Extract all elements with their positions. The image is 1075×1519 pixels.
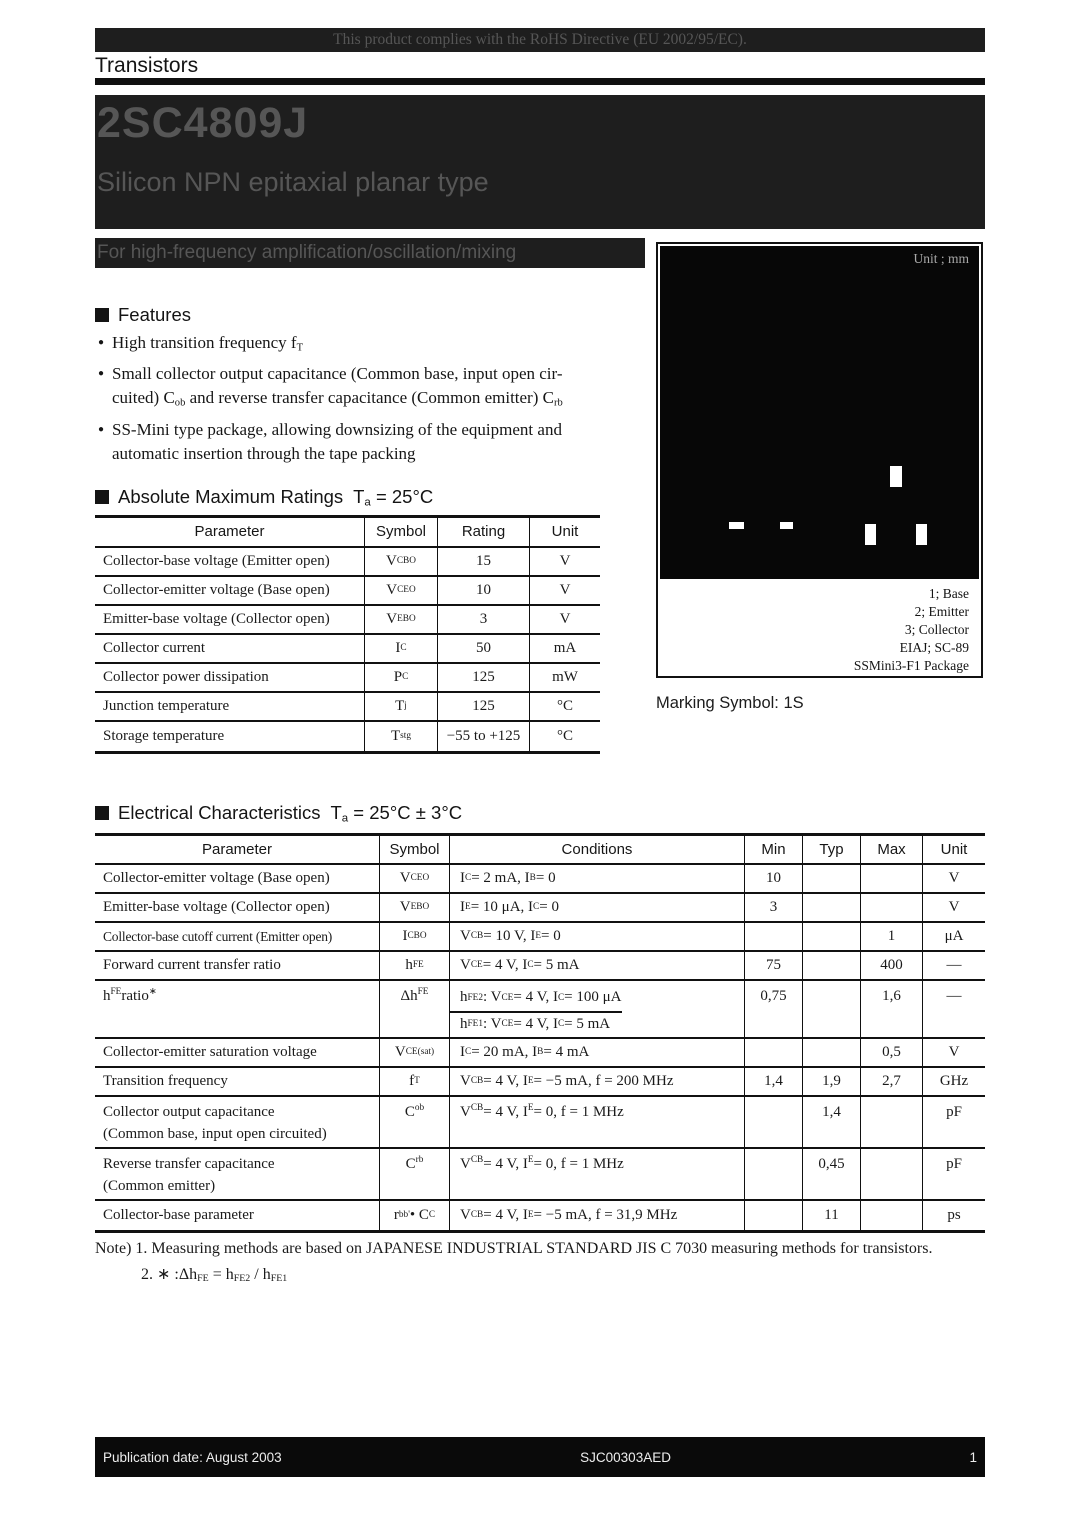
- cell-unit: pF: [946, 1104, 962, 1120]
- title-panel: [95, 95, 985, 229]
- cell-unit: pF: [946, 1156, 962, 1172]
- pin-label: EIAJ; SC-89: [899, 640, 969, 655]
- document-number: SJC00303AED: [580, 1449, 671, 1465]
- package-pad-bottom-left: [865, 524, 876, 545]
- cell-rating: 3: [438, 606, 530, 633]
- table-row: [95, 722, 600, 751]
- cell-max: [861, 1201, 923, 1230]
- cell-min: [745, 923, 803, 950]
- pin-labels: [854, 585, 969, 675]
- cell-symbol: C rb: [380, 1149, 450, 1199]
- cell-symbol: V CBO: [365, 548, 438, 575]
- abs-max-heading-label: Absolute Maximum Ratings $T_a = 25^\circ C$: [118, 486, 434, 509]
- column-header: Typ: [803, 836, 861, 863]
- application-line: For high-frequency amplification/oscillation/mixing: [95, 238, 645, 268]
- column-header: Symbol: [380, 836, 450, 863]
- table-row: [95, 1068, 985, 1097]
- cell-conditions: V CB = 4 V, I E = −5 mA, f = 200 MHz: [450, 1068, 745, 1095]
- cell-typ: 1,9: [803, 1068, 861, 1095]
- table-row: [95, 693, 600, 722]
- table-row: [95, 952, 985, 981]
- cell-typ: [803, 981, 861, 1037]
- cell-typ: [803, 923, 861, 950]
- cell-parameter: Collector-base parameter: [95, 1201, 380, 1230]
- column-header: Min: [745, 836, 803, 863]
- abs-max-table: [95, 515, 600, 754]
- cell-unit: mW: [552, 668, 578, 685]
- cell-typ: 1,4: [803, 1097, 861, 1147]
- cell-parameter: Forward current transfer ratio: [95, 952, 380, 979]
- table-row: [95, 923, 985, 952]
- cell-max: 1: [861, 923, 923, 950]
- cell-symbol: P C: [365, 664, 438, 691]
- cell-unit: V: [948, 1043, 960, 1060]
- cell-max: 400: [861, 952, 923, 979]
- features-list: [98, 331, 638, 468]
- table-row: [95, 548, 600, 577]
- cell-typ: [803, 952, 861, 979]
- cell-symbol: Δh FE: [380, 981, 450, 1037]
- table-row: [95, 894, 985, 923]
- cell-conditions: V CB = 4 V, I E = 0, f = 1 MHz: [450, 1097, 745, 1147]
- header-rule: [95, 78, 985, 85]
- bullet-icon: ●: [98, 368, 105, 380]
- abs-max-heading: [95, 486, 433, 509]
- cell-parameter: Collector power dissipation: [95, 664, 365, 691]
- unit-note: Unit ; mm: [913, 251, 969, 266]
- pin-label: 3; Collector: [904, 622, 969, 637]
- cell-unit: V: [559, 610, 571, 627]
- part-number: 2SC4809J: [97, 99, 309, 147]
- cell-rating: 125: [438, 664, 530, 691]
- cell-conditions: V CB = 10 V, I E = 0: [450, 923, 745, 950]
- package-pad-side-right: [780, 522, 793, 529]
- marking-symbol: Marking Symbol: 1S: [656, 694, 804, 712]
- section-square-icon: [95, 806, 109, 820]
- elec-char-table: [95, 833, 985, 1233]
- cell-min: 0,75: [745, 981, 803, 1037]
- column-header: Rating: [438, 518, 530, 546]
- footer-bar: [95, 1437, 985, 1477]
- pin-label: 2; Emitter: [914, 604, 969, 619]
- cell-rating: 125: [438, 693, 530, 720]
- cell-symbol: f T: [380, 1068, 450, 1095]
- feature-item: [98, 362, 638, 415]
- table-row: [95, 981, 985, 1039]
- cell-min: 1,4: [745, 1068, 803, 1095]
- cell-symbol: V EBO: [365, 606, 438, 633]
- cell-parameter: Emitter-base voltage (Collector open): [95, 606, 365, 633]
- cell-min: 10: [745, 865, 803, 892]
- cell-parameter: Collector-base voltage (Emitter open): [95, 548, 365, 575]
- cell-min: 75: [745, 952, 803, 979]
- column-header: Unit: [940, 840, 968, 858]
- features-heading: [95, 304, 191, 326]
- cell-conditions: V CE = 4 V, I C = 5 mA: [450, 952, 745, 979]
- category-label: Transistors: [95, 54, 199, 77]
- table-row: [95, 1149, 985, 1201]
- cell-conditions: V CB = 4 V, I E = 0, f = 1 MHz: [450, 1149, 745, 1199]
- cell-max: [861, 1149, 923, 1199]
- cell-conditions: I C = 2 mA, I B = 0: [450, 865, 745, 892]
- cell-conditions: [450, 981, 745, 1037]
- cell-symbol: h FE: [380, 952, 450, 979]
- cell-unit: μA: [944, 927, 964, 944]
- cell-max: [861, 1097, 923, 1147]
- features-heading-label: Features: [118, 304, 192, 325]
- rohs-compliance-line: This product complies with the RoHS Directive (EU 2002/95/EC).: [95, 28, 985, 52]
- column-header: Parameter: [95, 836, 380, 863]
- note-line-1: Note) 1. Measuring methods are based on JAPANESE INDUSTRIAL STANDARD JIS C 7030 measuring methods for transistors.: [95, 1240, 933, 1257]
- cell-max: 0,5: [861, 1039, 923, 1066]
- table-row: [95, 1039, 985, 1068]
- section-square-icon: [95, 308, 109, 322]
- table-header-row: [95, 518, 600, 548]
- table-row: [95, 635, 600, 664]
- cell-symbol: V EBO: [380, 894, 450, 921]
- package-pad-side-left: [729, 522, 744, 529]
- column-header: Max: [861, 836, 923, 863]
- table-row: [95, 1201, 985, 1230]
- cell-min: [745, 1149, 803, 1199]
- cell-unit: V: [948, 869, 960, 886]
- cell-typ: [803, 894, 861, 921]
- subtitle: Silicon NPN epitaxial planar type: [97, 167, 489, 197]
- cell-typ: [803, 865, 861, 892]
- cell-symbol: V CE(sat): [380, 1039, 450, 1066]
- section-square-icon: [95, 490, 109, 504]
- elec-char-heading: [95, 802, 462, 825]
- cell-symbol: I C: [365, 635, 438, 662]
- cell-condition-subrow: h FE2 : V CE = 4 V, I C = 100 μA: [450, 986, 622, 1013]
- cell-parameter: Collector-base cutoff current (Emitter open): [95, 923, 380, 950]
- bullet-icon: ●: [98, 337, 105, 348]
- cell-unit: V: [948, 898, 960, 915]
- publication-date: Publication date: August 2003: [103, 1449, 282, 1465]
- cell-parameter: Collector current: [95, 635, 365, 662]
- feature-item: [98, 418, 638, 466]
- cell-unit: ps: [947, 1206, 961, 1223]
- cell-conditions: I C = 20 mA, I B = 4 mA: [450, 1039, 745, 1066]
- cell-rating: −55 to +125: [438, 722, 530, 751]
- cell-max: 2,7: [861, 1068, 923, 1095]
- cell-symbol: T j: [365, 693, 438, 720]
- cell-typ: 11: [803, 1201, 861, 1230]
- cell-unit: V: [559, 581, 571, 598]
- cell-condition-subrow: h FE1 : V CE = 4 V, I C = 5 mA: [460, 1015, 611, 1032]
- cell-typ: 0,45: [803, 1149, 861, 1199]
- pin-label: 1; Base: [928, 586, 969, 601]
- feature-text: Small collector output capacitance (Common base, input open cir- cuited) $C_{ob}$ and reverse transfer capacitance (Common emitter) $C_{rb}$: [112, 364, 563, 409]
- cell-symbol: r bb ' • C C: [380, 1201, 450, 1230]
- cell-max: [861, 865, 923, 892]
- cell-parameter: Collector output capacitance (Common base, input open circuited): [95, 1097, 380, 1147]
- cell-symbol: V CEO: [365, 577, 438, 604]
- cell-rating: 15: [438, 548, 530, 575]
- cell-parameter: Transition frequency: [95, 1068, 380, 1095]
- column-header: Conditions: [450, 836, 745, 863]
- elec-char-heading-label: Electrical Characteristics $T_a = 25^\circ C \pm 3^\circ C$: [118, 802, 463, 825]
- cell-max: [861, 894, 923, 921]
- cell-min: [745, 1097, 803, 1147]
- cell-min: [745, 1201, 803, 1230]
- cell-unit: —: [946, 956, 962, 973]
- cell-rating: 50: [438, 635, 530, 662]
- cell-parameter: Storage temperature: [95, 722, 365, 751]
- cell-conditions: I E = 10 μA, I C = 0: [450, 894, 745, 921]
- package-outline-figure: [656, 242, 983, 678]
- feature-item: [98, 331, 638, 360]
- page-number: 1: [969, 1449, 977, 1465]
- cell-symbol: C ob: [380, 1097, 450, 1147]
- cell-typ: [803, 1039, 861, 1066]
- cell-unit: —: [946, 988, 962, 1004]
- cell-symbol: I CBO: [380, 923, 450, 950]
- column-header: Parameter: [95, 518, 365, 546]
- cell-symbol: T stg: [365, 722, 438, 751]
- cell-parameter: Junction temperature: [95, 693, 365, 720]
- cell-parameter: Collector-emitter voltage (Base open): [95, 865, 380, 892]
- cell-min: [745, 1039, 803, 1066]
- package-drawing-bitmap: [660, 246, 979, 579]
- feature-text: SS-Mini type package, allowing downsizing of the equipment and automatic insertion through the tape packing: [112, 419, 562, 463]
- table-row: [95, 865, 985, 894]
- feature-text: High transition frequency $f_T$: [112, 333, 304, 354]
- package-pad-top: [890, 466, 902, 487]
- cell-parameter: Collector-emitter saturation voltage: [95, 1039, 380, 1066]
- cell-unit: mA: [553, 639, 577, 656]
- note-line-2: 2. ∗ $:\Delta h_{FE} = h_{FE2} / h_{FE1}$: [141, 1266, 288, 1285]
- cell-unit: V: [559, 552, 571, 569]
- pin-label: SSMini3-F1 Package: [853, 658, 969, 673]
- cell-min: 3: [745, 894, 803, 921]
- cell-parameter: h FE ratio ∗: [95, 981, 380, 1037]
- cell-parameter: Emitter-base voltage (Collector open): [95, 894, 380, 921]
- table-row: [95, 664, 600, 693]
- table-row: [95, 606, 600, 635]
- table-row: [95, 577, 600, 606]
- cell-parameter: Collector-emitter voltage (Base open): [95, 577, 365, 604]
- cell-rating: 10: [438, 577, 530, 604]
- table-header-row: [95, 836, 985, 865]
- cell-symbol: V CEO: [380, 865, 450, 892]
- cell-parameter: Reverse transfer capacitance (Common emitter): [95, 1149, 380, 1199]
- cell-unit: °C: [556, 727, 573, 744]
- bullet-icon: ●: [98, 423, 105, 435]
- cell-unit: °C: [556, 697, 573, 714]
- column-header: Symbol: [365, 518, 438, 546]
- table-row: [95, 1097, 985, 1149]
- cell-conditions: V CB = 4 V, I E = −5 mA, f = 31,9 MHz: [450, 1201, 745, 1230]
- column-header: Unit: [551, 523, 579, 541]
- package-pad-bottom-right: [916, 524, 927, 545]
- cell-unit: GHz: [939, 1072, 969, 1089]
- cell-max: 1,6: [861, 981, 923, 1037]
